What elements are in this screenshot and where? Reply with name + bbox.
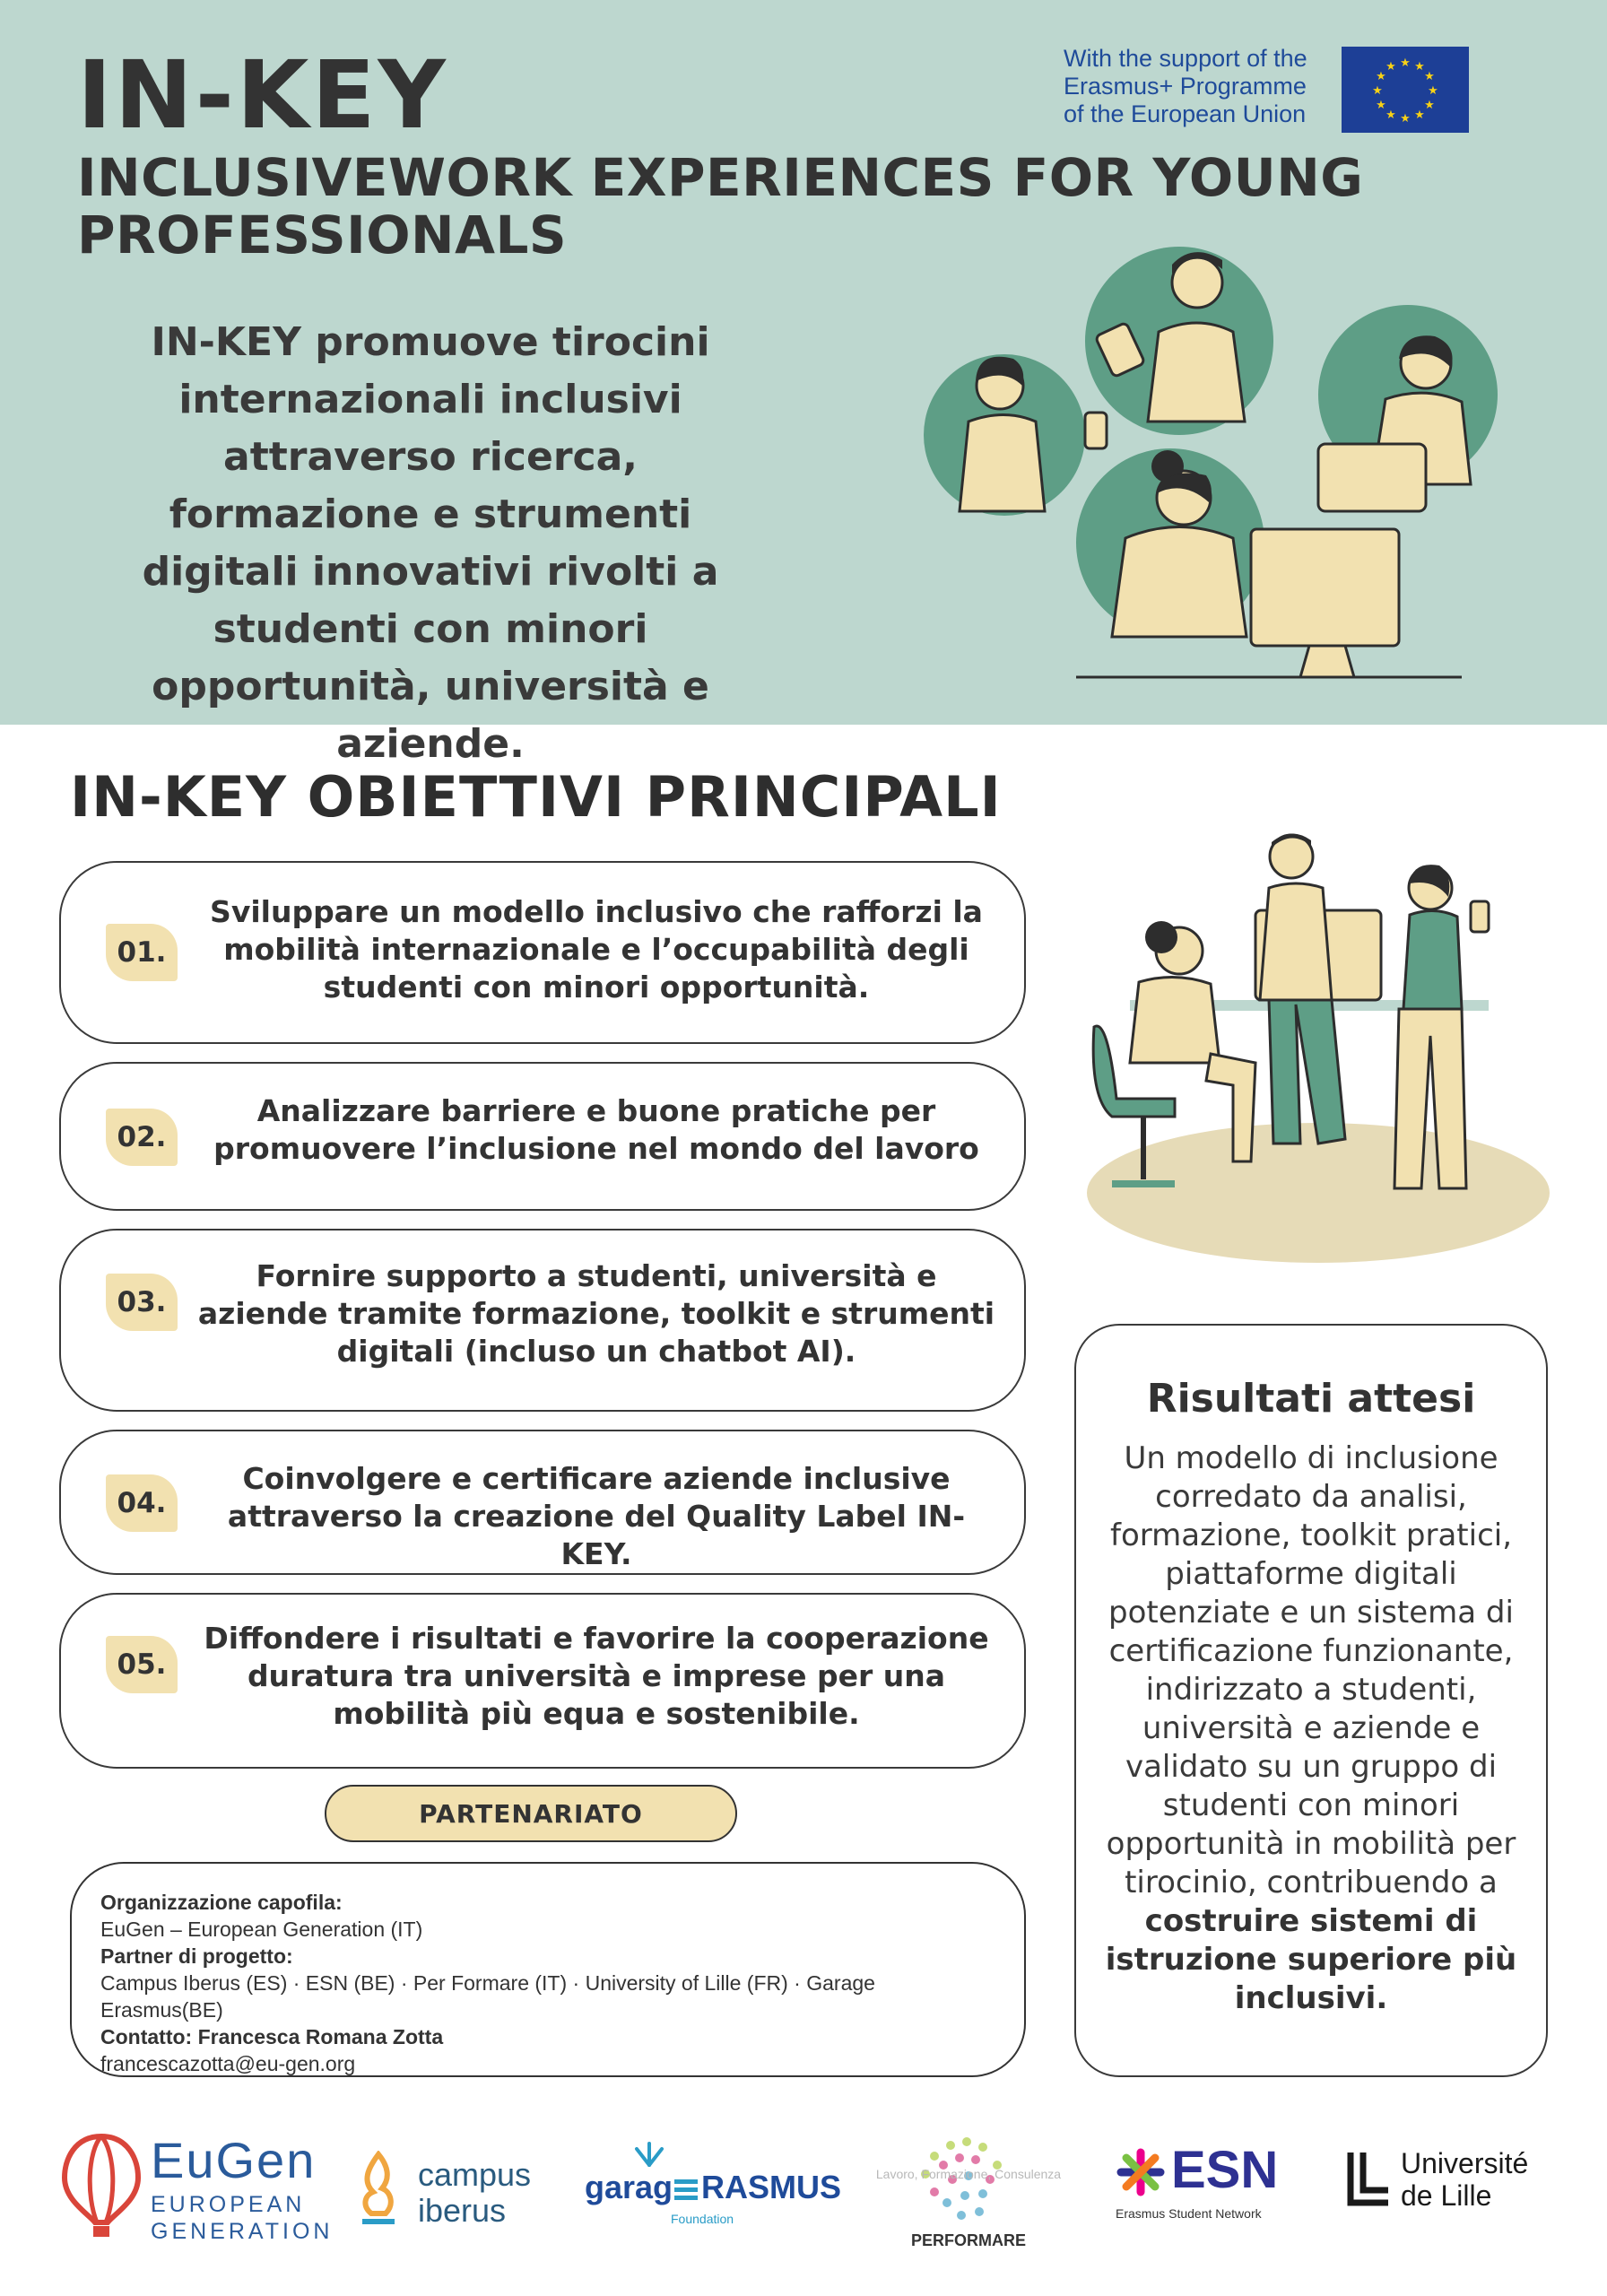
eugen-name: EuGen [151, 2132, 317, 2188]
page-title: IN-KEY [77, 40, 448, 150]
garage-part2: RASMUS [701, 2169, 842, 2205]
logo-universite-lille [1345, 2126, 1551, 2251]
results-card [1074, 1324, 1548, 2077]
partnership-badge: PARTENARIATO [325, 1785, 737, 1842]
svg-text:★: ★ [1414, 109, 1425, 122]
objective-card-3 [59, 1229, 1026, 1412]
logo-performare [861, 2126, 1076, 2251]
objective-number: 01. [106, 924, 178, 981]
campus-line1: campus [418, 2156, 532, 2193]
esn-star-icon [1116, 2147, 1166, 2197]
campus-line2: iberus [418, 2192, 507, 2229]
team-illustration [924, 242, 1533, 691]
dots-globe-icon [908, 2129, 1015, 2233]
logo-campus-iberus [359, 2126, 556, 2251]
lead-org-label: Organizzazione capofila: [100, 1891, 343, 1914]
eugen-line2: EUROPEAN [151, 2192, 306, 2217]
performare-tagline: Lavoro, Formazione, Consulenza [875, 2167, 1062, 2181]
objective-card-4 [59, 1430, 1026, 1575]
svg-text:★: ★ [1424, 70, 1435, 83]
objective-text: Fornire supporto a studenti, università e aziende tramite formazione, toolkit e strumenti digitali (incluso un chatbot AI). [197, 1258, 995, 1369]
objective-text: Coinvolgere e certificare aziende inclusive attraverso la creazione del Quality Label IN-KEY. [227, 1461, 966, 1571]
svg-text:★: ★ [1385, 109, 1396, 122]
lead-org-value: EuGen – European Generation (IT) [100, 1918, 423, 1941]
svg-text:★: ★ [1414, 60, 1425, 74]
objective-number: 04. [106, 1474, 178, 1532]
objective-card-2 [59, 1062, 1026, 1211]
svg-text:★: ★ [1400, 112, 1411, 126]
lille-line2: de Lille [1401, 2179, 1492, 2212]
partners-value: Campus Iberus (ES) · ESN (BE) · Per Formare (IT) · University of Lille (FR) · Garage Erasmus(BE) [100, 1971, 875, 2022]
balloon-icon [61, 2133, 142, 2239]
svg-text:★: ★ [1376, 70, 1386, 83]
logo-garage-erasmus [585, 2126, 842, 2251]
objective-number: 02. [106, 1109, 178, 1166]
svg-text:★: ★ [1428, 84, 1438, 98]
intro-paragraph: IN-KEY promuove tirocini internazionali inclusivi attraverso ricerca, formazione e strumenti digitali innovativi rivolti a studenti con minori opportunità, università e aziende. [142, 319, 719, 767]
logo-esn [1116, 2126, 1286, 2251]
svg-text:★: ★ [1376, 99, 1386, 112]
objective-card-5 [59, 1593, 1026, 1769]
performare-name: PERFORMARE [910, 2231, 1026, 2249]
eu-support-text: With the support of the Erasmus+ Programme of the European Union [1064, 45, 1307, 127]
objective-number: 05. [106, 1636, 178, 1693]
garage-part1: garag [585, 2169, 673, 2205]
objective-card-1 [59, 861, 1026, 1044]
objective-text: Analizzare barriere e buone pratiche per promuovere l’inclusione nel mondo del lavoro [213, 1093, 979, 1166]
lille-line1: Université [1401, 2147, 1529, 2179]
objective-text: Diffondere i risultati e favorire la cooperazione duratura tra università e imprese per una mobilità più equa e sostenibile. [204, 1621, 989, 1731]
equals-icon [673, 2178, 699, 2203]
header-banner [0, 0, 1607, 767]
lille-mark-icon [1345, 2149, 1392, 2212]
contact-email-link[interactable]: francescazotta@eu-gen.org [100, 2052, 356, 2075]
objective-text: Sviluppare un modello inclusivo che rafforzi la mobilità internazionale e l’occupabilità degli studenti con minori opportunità. [210, 894, 983, 1004]
eugen-line3: GENERATION [151, 2219, 334, 2244]
partnership-box [70, 1862, 1026, 2077]
svg-text:★: ★ [1372, 84, 1383, 98]
page-subtitle: INCLUSIVEWORK EXPERIENCES FOR YOUNG PROFESSIONALS [77, 147, 1364, 265]
eu-flag-icon [1342, 47, 1469, 133]
svg-text:★: ★ [1385, 60, 1396, 74]
objectives-title: IN-KEY OBIETTIVI PRINCIPALI [70, 764, 1002, 830]
office-illustration [1076, 830, 1560, 1269]
results-conclusion: costruire sistemi di istruzione superiore più inclusivi. [1105, 1903, 1517, 2016]
flame-icon [359, 2151, 398, 2226]
esn-name: ESN [1171, 2141, 1279, 2199]
logo-eugen [61, 2126, 334, 2251]
partners-label: Partner di progetto: [100, 1944, 293, 1968]
contact-label: Contatto: Francesca Romana Zotta [100, 2025, 444, 2048]
esn-subtitle: Erasmus Student Network [1116, 2206, 1262, 2221]
objective-number: 03. [106, 1274, 178, 1331]
results-title: Risultati attesi [1146, 1376, 1476, 1422]
garage-foundation: Foundation [671, 2212, 734, 2226]
sunburst-icon [631, 2140, 667, 2167]
results-body: Un modello di inclusione corredato da analisi, formazione, toolkit pratici, piattaforme digitali potenziate e un sistema di certificazione funzionante, indirizzato a studenti, università e aziende e validato su un gruppo di studenti con minori opportunità in mobilità per tirocinio, contribuendo a [1106, 1440, 1516, 1900]
svg-text:★: ★ [1400, 57, 1411, 70]
svg-text:★: ★ [1424, 99, 1435, 112]
